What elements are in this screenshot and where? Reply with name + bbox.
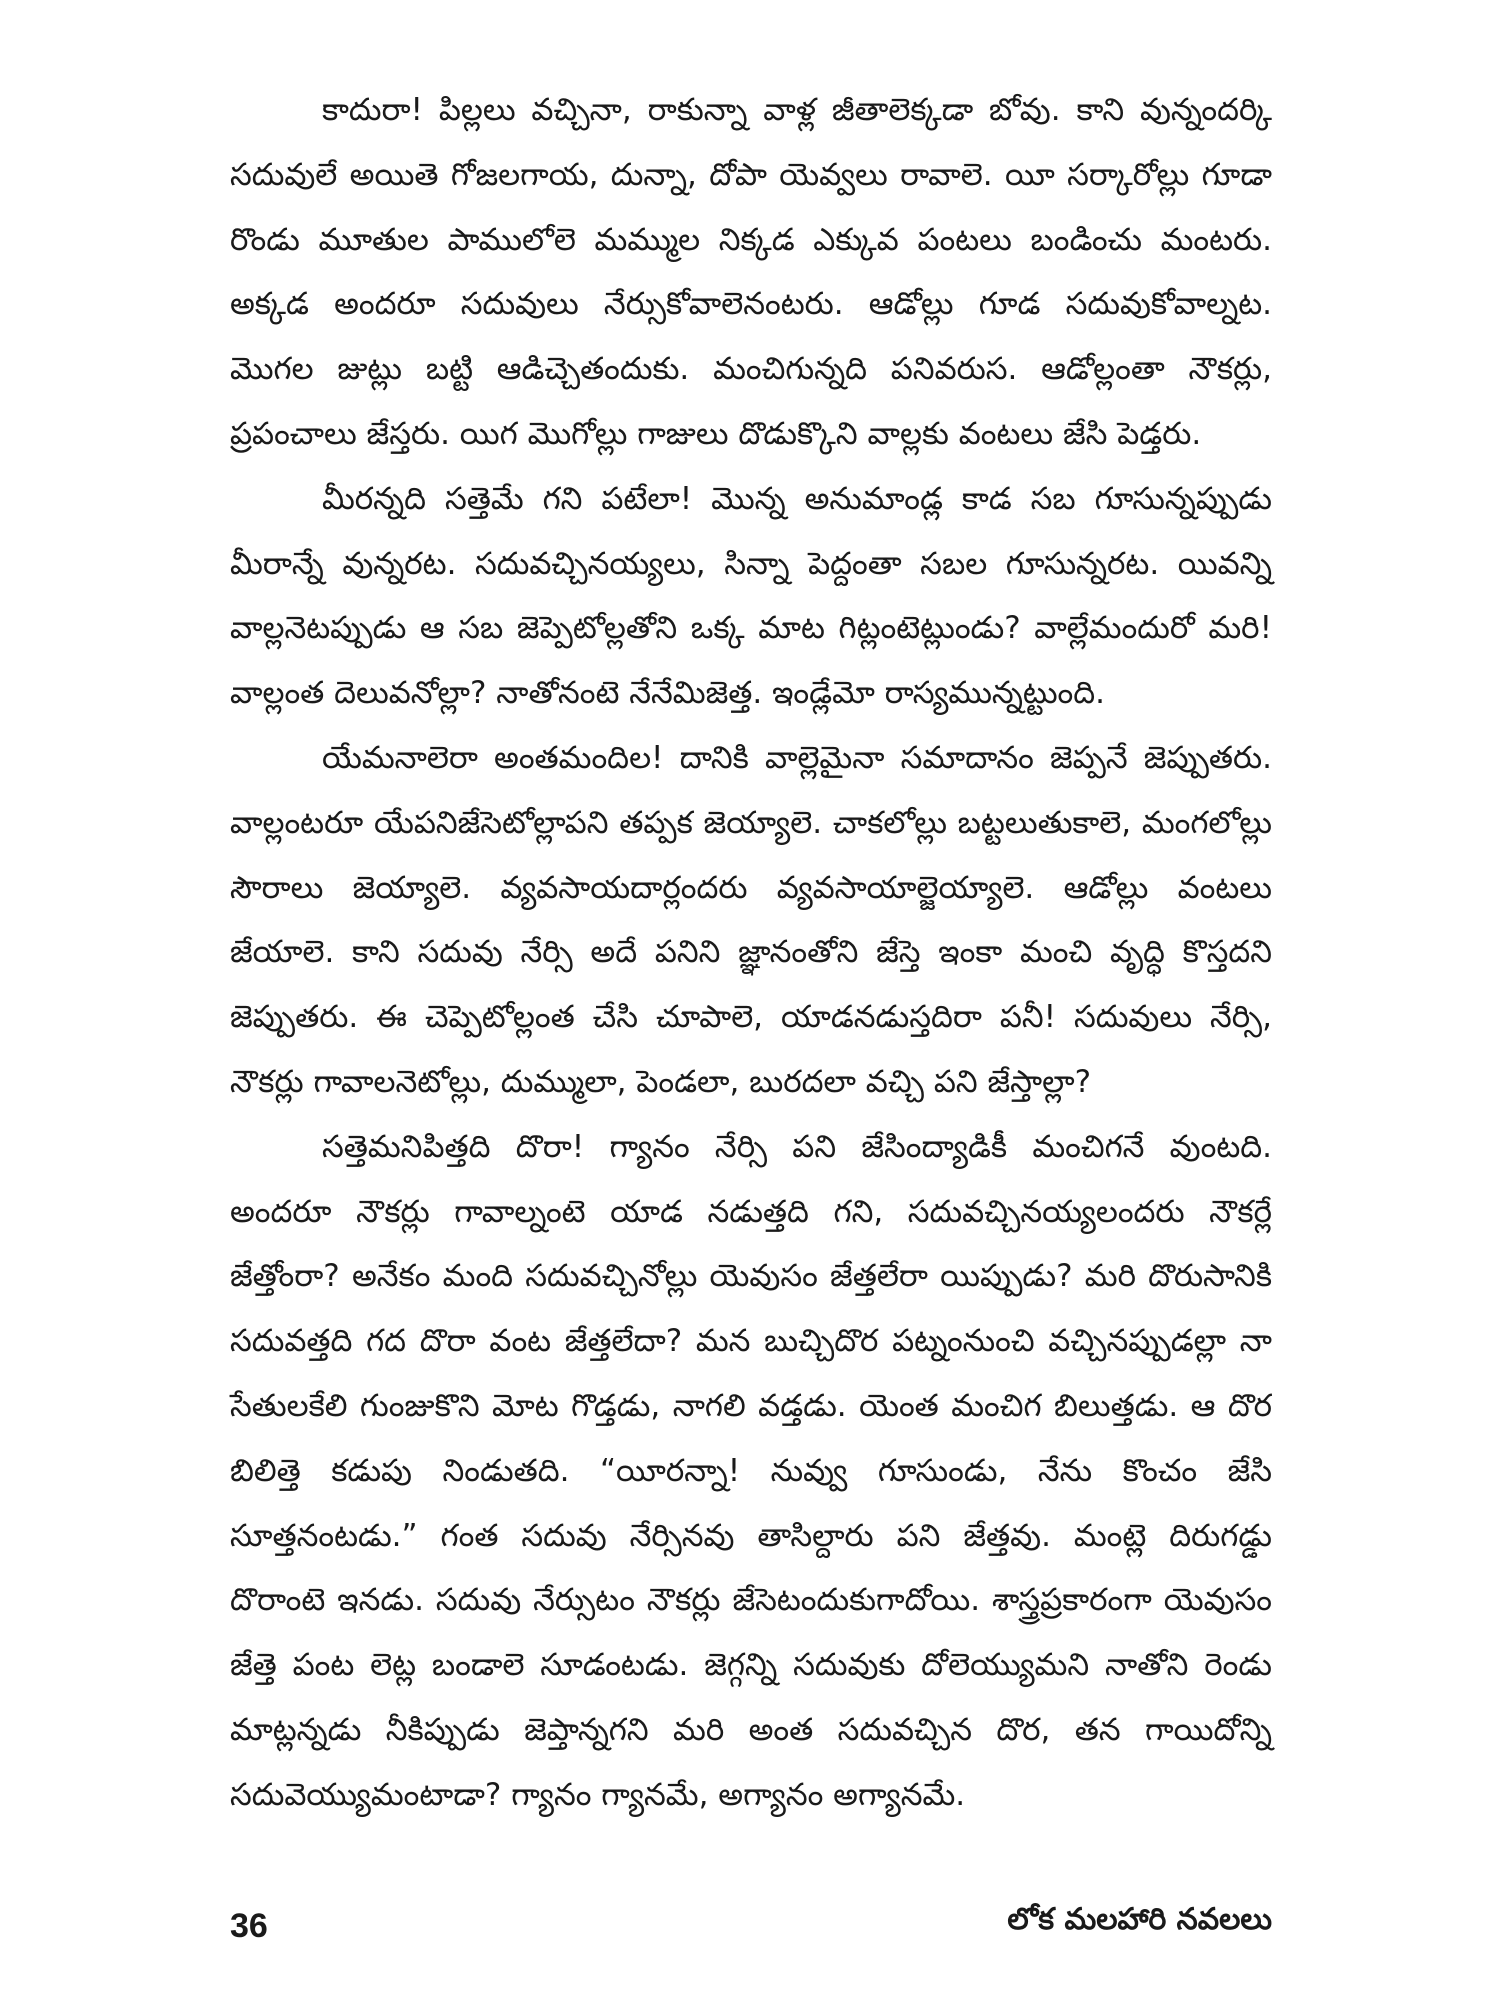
paragraph-4: సత్తెమనిపిత్తది దొరా! గ్యానం నేర్సి పని జేసింద్యాడికీ మంచిగనే వుంటది. అందరూ నౌకర్లు గావాల్నంటె యాడ నడుత్తది గని, సదువచ్చినయ్యలందరు నౌకర్లే జేత్తోంరా? అనేకం మంది సదువచ్చినోల్లు యెవుసం జేత్తలేరా యిప్పుడు? మరి దొరుసానికి సదువత్తది గద దొరా వంట జేత్తలేదా? మన బుచ్చిదొర పట్నంనుంచి వచ్చినప్పుడల్లా నా సేతులకేలి గుంజుకొని మోట గొడ్తడు, నాగలి వడ్తడు. యెంత మంచిగ బిలుత్తడు. ఆ దొర బిలిత్తె కడుపు నిండుతది. “యీరన్నా! నువ్వు గూసుండు, నేను కొంచం జేసి సూత్తనంటడు.” గంత సదువు నేర్సినవు తాసిల్దారు పని జేత్తవు. మంట్లె దిరుగడ్డు దొరాంటె ఇనడు. సదువు నేర్సుటం నౌకర్లు జేసెటందుకుగాదోయి. శాస్త్రప్రకారంగా యెవుసం జేత్తె పంట లెట్ల బండాలె సూడంటడు. జెగ్గన్ని సదువుకు దోలెయ్యుమని నాతోని రెండు మాట్లన్నడు నీకిప్పుడు జెప్తాన్నగని మరి అంత సదువచ్చిన దొర, తన గాయిదోన్ని సదువెయ్యుమంటాడా? గ్యానం గ్యానమే, అగ్యానం అగ్యానమే.: [230, 1128, 1272, 1813]
body-text: [230, 78, 1272, 1828]
paragraph-1: కాదురా! పిల్లలు వచ్చినా, రాకున్నా వాళ్ల జీతాలెక్కడా బోవు. కాని వున్నందర్కి సదువులే అయితె గోజలగాయ, దున్నా, దోపా యెవ్వలు రావాలె. యీ సర్కారోల్లు గూడా రొండు మూతుల పాములోలె మమ్ముల నిక్కడ ఎక్కువ పంటలు బండించు మంటరు. అక్కడ అందరూ సదువులు నేర్సుకోవాలెనంటరు. ఆడోల్లు గూడ సదువుకోవాల్నట. మొగల జుట్లు బట్టి ఆడిచ్చెతందుకు. మంచిగున్నది పనివరుస. ఆడోల్లంతా నౌకర్లు, ప్రపంచాలు జేస్తరు. యిగ మొగోల్లు గాజులు దొడుక్కొని వాల్లకు వంటలు జేసి పెడ్తరు.: [230, 92, 1272, 452]
paragraph-3: యేమనాలెరా అంతమందిల! దానికి వాల్లెమైనా సమాదానం జెప్పనే జెప్పుతరు. వాల్లంటరూ యేపనిజేసెటోల్లాపని తప్పక జెయ్యాలె. చాకలోల్లు బట్టలుతుకాలె, మంగలోల్లు సౌరాలు జెయ్యాలె. వ్యవసాయదార్లందరు వ్యవసాయాల్జెయ్యాలె. ఆడోల్లు వంటలు జేయాలె. కాని సదువు నేర్సి అదే పనిని జ్ఞానంతోని జేస్తె ఇంకా మంచి వృద్ధి కొస్తదని జెప్పుతరు. ఈ చెప్పెటోల్లంత చేసి చూపాలె, యాడనడుస్తదిరా పనీ! సదువులు నేర్సి, నౌకర్లు గావాలనెటోల్లు, దుమ్ములా, పెండలా, బురదలా వచ్చి పని జేస్తాల్లా?: [230, 739, 1272, 1100]
page-number: 36: [230, 1907, 268, 1945]
paragraph-2: మీరన్నది సత్తెమే గని పటేలా! మొన్న అనుమాండ్ల కాడ సబ గూసున్నప్పుడు మీరాన్నే వున్నరట. సదువచ్చినయ్యలు, సిన్నా పెద్దంతా సబల గూసున్నరట. యివన్ని వాల్లనెటప్పుడు ఆ సబ జెప్పెటోల్లతోని ఒక్క మాట గిట్లంటెట్లుండు? వాల్లేమందురో మరి! వాల్లంత దెలువనోల్లా? నాతోనంటె నేనేమిజెత్త. ఇండ్లేమో రాస్యమున్నట్టుంది.: [230, 480, 1272, 712]
running-footer-title: లోక మలహారి నవలలు: [1007, 1902, 1272, 1937]
